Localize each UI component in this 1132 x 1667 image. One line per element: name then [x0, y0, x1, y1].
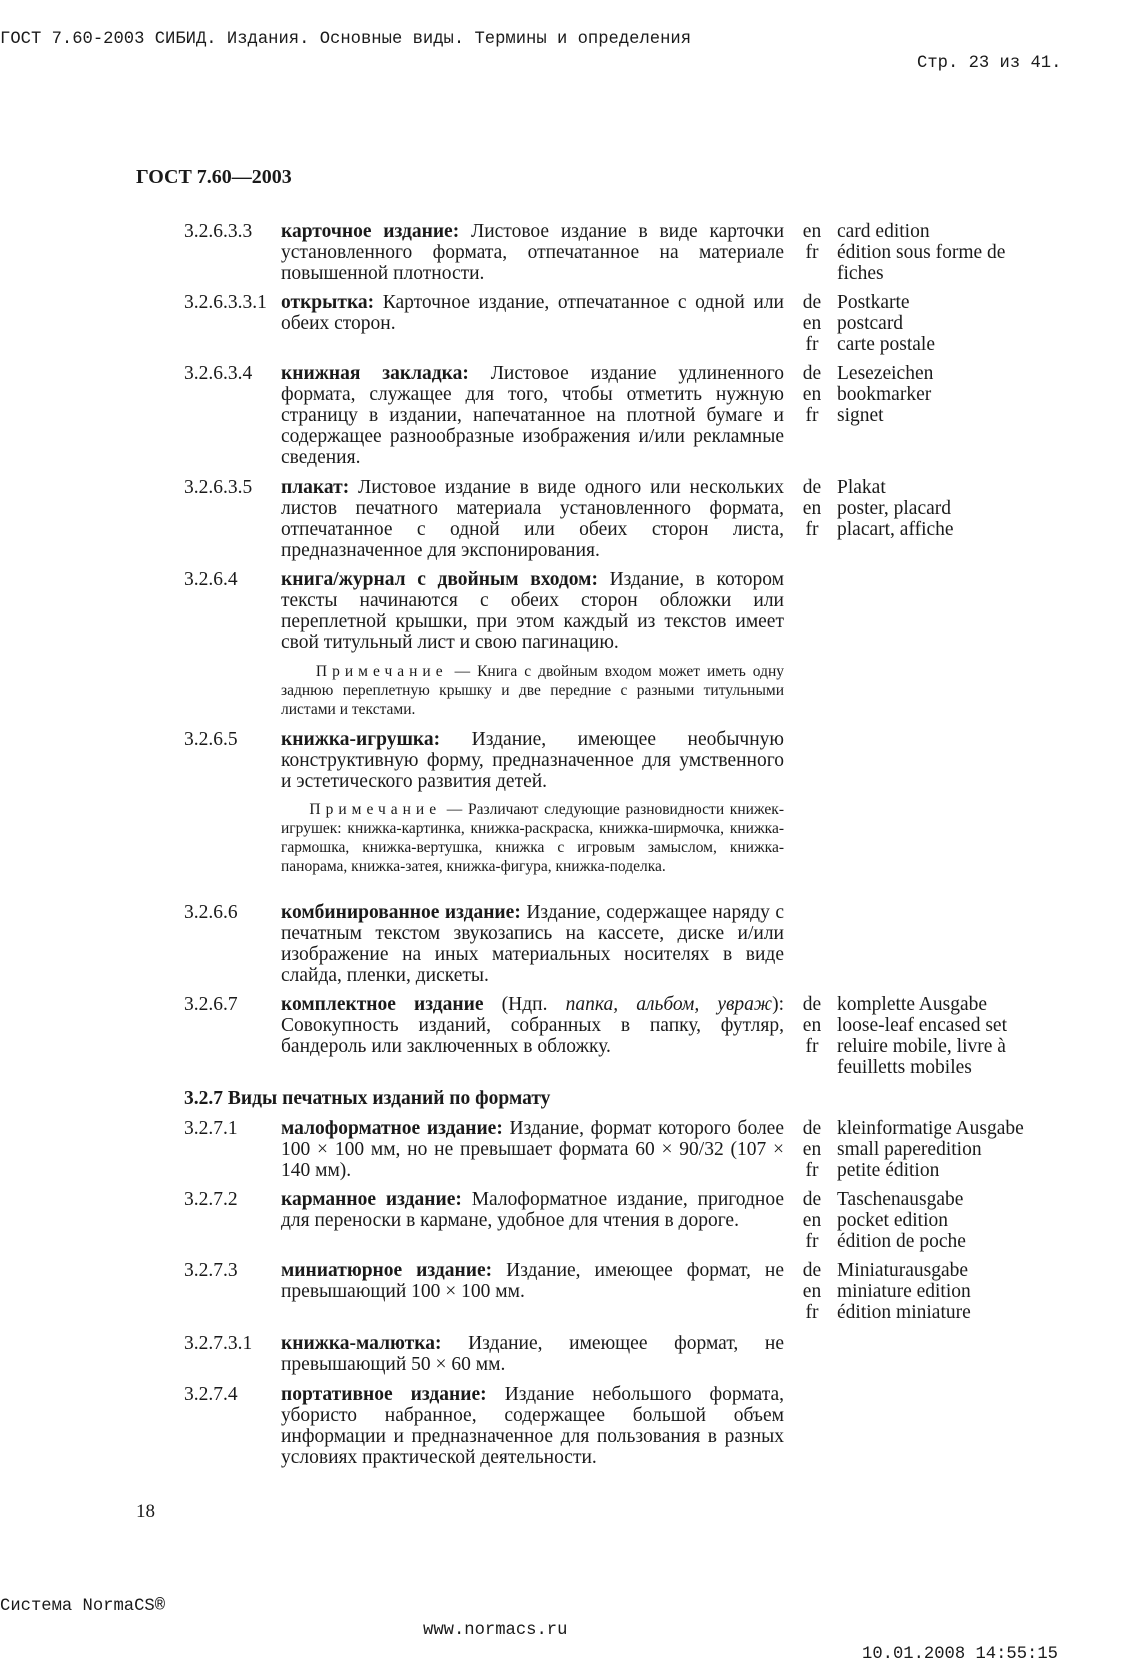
term-number: 3.2.6.5 [184, 729, 238, 750]
note [281, 662, 784, 719]
term-number: 3.2.7.1 [184, 1118, 238, 1139]
term-number: 3.2.7.3.1 [184, 1333, 253, 1354]
footer-timestamp: 10.01.2008 14:55:15 [862, 1645, 1058, 1664]
term-name: комплектное издание [281, 994, 484, 1015]
note [281, 800, 784, 876]
term-number: 3.2.7.2 [184, 1189, 238, 1210]
translation: Lesezeichen [837, 363, 934, 384]
lang-code: de [802, 1260, 822, 1281]
term-text: Издание, содержащее наряду с печатным текстом звукозапись на кассете, диске и/или изображение на иных материальных носителях в виде слайда, пленки, дискеты. [281, 902, 784, 986]
lang-code: en [802, 1210, 822, 1231]
term-name: карманное издание: [281, 1189, 462, 1210]
translation: bookmarker [837, 384, 932, 405]
term-text: Листовое издание удлиненного формата, служащее для того, чтобы отметить нужную страницу в издании, напечатанное на плотной бумаге и содержащее разнообразные изображения и/или рекламные сведения. [281, 363, 784, 468]
lang-code: de [802, 363, 822, 384]
term-text: Издание, формат которого более 100 × 100 мм, но не превышает формата 60 × 90/32 (107 × 140 мм). [281, 1118, 784, 1181]
term-text: Листовое издание в виде карточки установленного формата, отпечатанное на материале повышенной плотности. [281, 221, 785, 284]
lang-code: de [802, 292, 822, 313]
term-definition [281, 729, 784, 792]
term-text: Издание, в котором тексты начинаются с обеих сторон обложки или переплетной крышки, при этом каждый из текстов имеет свой титульный лист и свою пагинацию. [281, 569, 784, 653]
translation: Plakat [837, 477, 886, 498]
lang-code: de [802, 994, 822, 1015]
language-codes [796, 221, 828, 263]
term-text: ): Совокупность изданий, собранных в папку, футляр, бандероль или заключенных в обложку. [281, 994, 784, 1057]
term-definition [281, 363, 784, 468]
language-codes [796, 477, 828, 540]
translation: pocket edition [837, 1210, 949, 1231]
term-name: малоформатное издание: [281, 1118, 503, 1139]
translations [837, 1118, 1037, 1181]
term-definition [281, 569, 784, 653]
lang-code: de [802, 1189, 822, 1210]
lang-code: fr [805, 1302, 819, 1323]
term-definition [281, 902, 784, 986]
term-number: 3.2.6.7 [184, 994, 238, 1015]
term-text: Издание, имеющее формат, не превышающий 50 × 60 мм. [281, 1333, 784, 1375]
note-label: Примечание [315, 663, 448, 680]
language-codes [796, 292, 828, 355]
term-text-prefix: (Ндп. [483, 994, 566, 1015]
section-heading: 3.2.7 Виды печатных изданий по формату [184, 1088, 551, 1109]
page-footer [0, 1571, 1132, 1664]
term-definition [281, 1384, 784, 1468]
term-number: 3.2.6.4 [184, 569, 238, 590]
translations [837, 994, 1037, 1078]
lang-code: en [802, 384, 822, 405]
language-codes [796, 1260, 828, 1323]
lang-code: fr [805, 1160, 819, 1181]
lang-code: en [802, 1139, 822, 1160]
term-text: Издание, имеющее необычную конструктивную форму, предназначенное для умственного и эстетического развития детей. [281, 729, 784, 792]
translation: édition sous forme de [837, 242, 1006, 263]
language-codes [796, 1118, 828, 1181]
language-codes [796, 1189, 828, 1252]
footer-system-name: Система NormaCS® [0, 1597, 166, 1616]
lang-code: fr [805, 1231, 819, 1252]
language-codes [796, 363, 828, 426]
translation: Postkarte [837, 292, 910, 313]
term-number: 3.2.6.3.3 [184, 221, 253, 242]
term-definition [281, 1189, 784, 1231]
lang-code: en [802, 313, 822, 334]
term-name: книжка-малютка: [281, 1333, 442, 1354]
translation: komplette Ausgabe [837, 994, 988, 1015]
term-text: Карточное издание, отпечатанное с одной или обеих сторон. [281, 292, 784, 334]
translations [837, 363, 1037, 426]
term-name: карточное издание: [281, 221, 460, 242]
translation: feuilletts mobiles [837, 1057, 972, 1078]
term-definition [281, 994, 784, 1057]
translation: édition de poche [837, 1231, 966, 1252]
term-definition [281, 477, 784, 561]
translation: poster, placard [837, 498, 952, 519]
lang-code: fr [805, 405, 819, 426]
term-number: 3.2.6.3.3.1 [184, 292, 267, 313]
term-text: Малоформатное издание, пригодное для переноски в кармане, удобное для чтения в дороге. [281, 1189, 784, 1231]
term-name: открытка: [281, 292, 375, 313]
language-codes [796, 994, 828, 1057]
header-page-info: Стр. 23 из 41. [917, 54, 1062, 73]
term-number: 3.2.6.3.5 [184, 477, 253, 498]
term-number: 3.2.6.3.4 [184, 363, 253, 384]
page-header [0, 4, 1132, 73]
term-text: Издание небольшого формата, убористо набранное, содержащее большой объем информации и предназначенное для пользования в разных условиях практической деятельности. [281, 1384, 784, 1468]
lang-code: de [802, 1118, 822, 1139]
term-name: книга/журнал с двойным входом: [281, 569, 598, 590]
term-number: 3.2.7.3 [184, 1260, 238, 1281]
translation: placart, affiche [837, 519, 954, 540]
deprecated-terms: папка, альбом, увраж [565, 994, 773, 1015]
note-text: — Различают следующие разновидности книжек-игрушек: книжка-картинка, книжка-раскраска, книжка-ширмочка, книжка-гармошка, книжка-вертушка, книжка с игровым замыслом, книжка-панорама, книжка-затея, книжка-фигура, книжка-поделка. [281, 801, 784, 875]
term-definition [281, 1118, 784, 1181]
lang-code: fr [805, 519, 819, 540]
translation: kleinformatige Ausgabe [837, 1118, 1024, 1139]
term-definition [281, 292, 784, 334]
term-definition [281, 1333, 784, 1375]
term-text: Издание, имеющее формат, не превышающий 100 × 100 мм. [281, 1260, 785, 1302]
translations [837, 477, 1037, 540]
translation: signet [837, 405, 884, 426]
term-name: портативное издание: [281, 1384, 487, 1405]
page-number: 18 [136, 1501, 155, 1522]
translations [837, 292, 1037, 355]
translations [837, 1189, 1037, 1252]
term-number: 3.2.7.4 [184, 1384, 238, 1405]
term-definition [281, 1260, 784, 1302]
lang-code: fr [805, 1036, 819, 1057]
note-text: — Книга с двойным входом может иметь одну заднюю переплетную крышку и две передние с разными титульными листами и текстами. [281, 663, 785, 718]
lang-code: de [802, 477, 822, 498]
header-document-title: ГОСТ 7.60-2003 СИБИД. Издания. Основные виды. Термины и определения [0, 30, 692, 49]
term-name: миниатюрное издание: [281, 1260, 493, 1281]
translation: fiches [837, 263, 884, 284]
translation: card edition [837, 221, 930, 242]
translation: carte postale [837, 334, 935, 355]
note-label: Примечание [309, 801, 442, 818]
lang-code: en [802, 1015, 822, 1036]
translation: reluire mobile, livre à [837, 1036, 1006, 1057]
term-name: книжка-игрушка: [281, 729, 441, 750]
translations [837, 221, 1037, 284]
footer-url: www.normacs.ru [423, 1621, 568, 1640]
lang-code: fr [805, 242, 819, 263]
translation: small paperedition [837, 1139, 982, 1160]
translation: édition miniature [837, 1302, 971, 1323]
translation: miniature edition [837, 1281, 971, 1302]
lang-code: en [802, 221, 822, 242]
translation: loose-leaf encased set [837, 1015, 1007, 1036]
term-name: плакат: [281, 477, 350, 498]
term-name: книжная закладка: [281, 363, 469, 384]
translations [837, 1260, 1037, 1323]
translation: Taschenausgabe [837, 1189, 964, 1210]
term-number: 3.2.6.6 [184, 902, 238, 923]
term-name: комбинированное издание: [281, 902, 521, 923]
translation: petite édition [837, 1160, 940, 1181]
term-text: Листовое издание в виде одного или нескольких листов печатного материала установленного формата, отпечатанное с одной или обеих сторон листа, предназначенное для экспонирования. [281, 477, 784, 561]
document-title: ГОСТ 7.60—2003 [136, 166, 292, 188]
lang-code: en [802, 1281, 822, 1302]
term-definition [281, 221, 784, 284]
lang-code: en [802, 498, 822, 519]
lang-code: fr [805, 334, 819, 355]
translation: postcard [837, 313, 904, 334]
translation: Miniaturausgabe [837, 1260, 969, 1281]
